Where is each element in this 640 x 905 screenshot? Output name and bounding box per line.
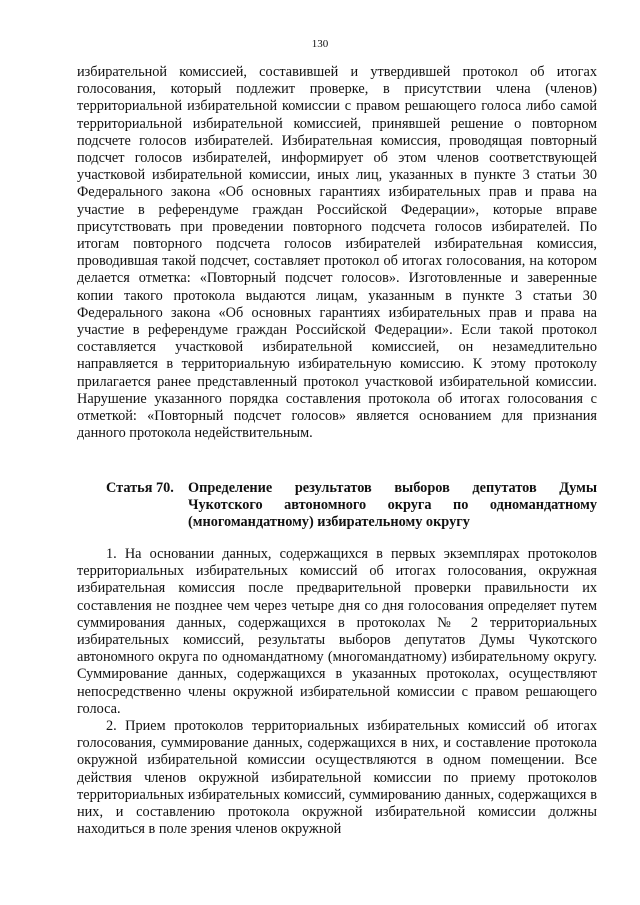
article-heading xyxy=(106,480,597,532)
article-title: Определение результатов выборов депутатов Думы Чукотского автономного округа по одномандатному (многомандатному) избирательному округу xyxy=(188,480,597,531)
paragraph-1 xyxy=(77,546,597,718)
paragraph-2 xyxy=(77,718,597,838)
article-number: Статья 70. xyxy=(106,480,174,496)
paragraph-text: 1. На основании данных, содержащихся в первых экземплярах протоколов территориальных избирательных комиссий об итогах голосования, окружная избирательная комиссия после предварительной проверки правильности их составления не позднее чем через четыре дня со дня голосования определяет путем суммирования данных, содержащихся в протоколах № 2 территориальных избирательных комиссий, результаты выборов депутатов Думы Чукотского автономного округа по одномандатному (многомандатному) избирательному округу. Суммирование данных, содержащихся в указанных протоколах, осуществляют непосредственно члены окружной избирательной комиссии с правом решающего голоса. xyxy=(77,546,597,717)
paragraph-text: избирательной комиссией, составившей и утвердившей протокол об итогах голосования, который подлежит проверке, в присутствии члена (членов) территориальной избирательной комиссии с правом решающего голоса либо самой территориальной избирательной комиссией, принявшей решение о повторном подсчете голосов избирателей. Избирательная комиссия, проводящая повторный подсчет голосов избирателей, информирует об этом членов соответствующей участковой избирательной комиссии, иных лиц, указанных в пункте 3 статьи 30 Федерального закона «Об основных гарантиях избирательных прав и права на участие в референдуме граждан Российской Федерации», которые вправе присутствовать при проведении повторного подсчета голосов избирателей. По итогам повторного подсчета голосов избирателей избирательная комиссия, проводившая такой подсчет, составляет протокол об итогах голосования, на котором делается отметка: «Повторный подсчет голосов». Изготовленные и заверенные копии такого протокола выдаются лицам, указанным в пункте 3 статьи 30 Федерального закона «Об основных гарантиях избирательных прав и права на участие в референдуме граждан Российской Федерации». Если такой протокол составляется участковой избирательной комиссией, он незамедлительно направляется в территориальную избирательную комиссию. К этому протоколу прилагается ранее представленный протокол участковой избирательной комиссии. Нарушение указанного порядка составления протокола об итогах голосования с отметкой: «Повторный подсчет голосов» является основанием для признания данного протокола недействительным. xyxy=(77,64,597,442)
page-number: 130 xyxy=(311,38,329,50)
paragraph-text: 2. Прием протоколов территориальных избирательных комиссий об итогах голосования, суммирование данных, содержащихся в них, и составление протокола окружной избирательной комиссии осуществляются в одном помещении. Все действия членов окружной избирательной комиссии по приему протоколов территориальных избирательных комиссий, суммированию данных, содержащихся в них, и составлению протокола окружной избирательной комиссии должны находиться в поле зрения членов окружной xyxy=(77,718,597,838)
paragraph-continued xyxy=(77,64,597,442)
